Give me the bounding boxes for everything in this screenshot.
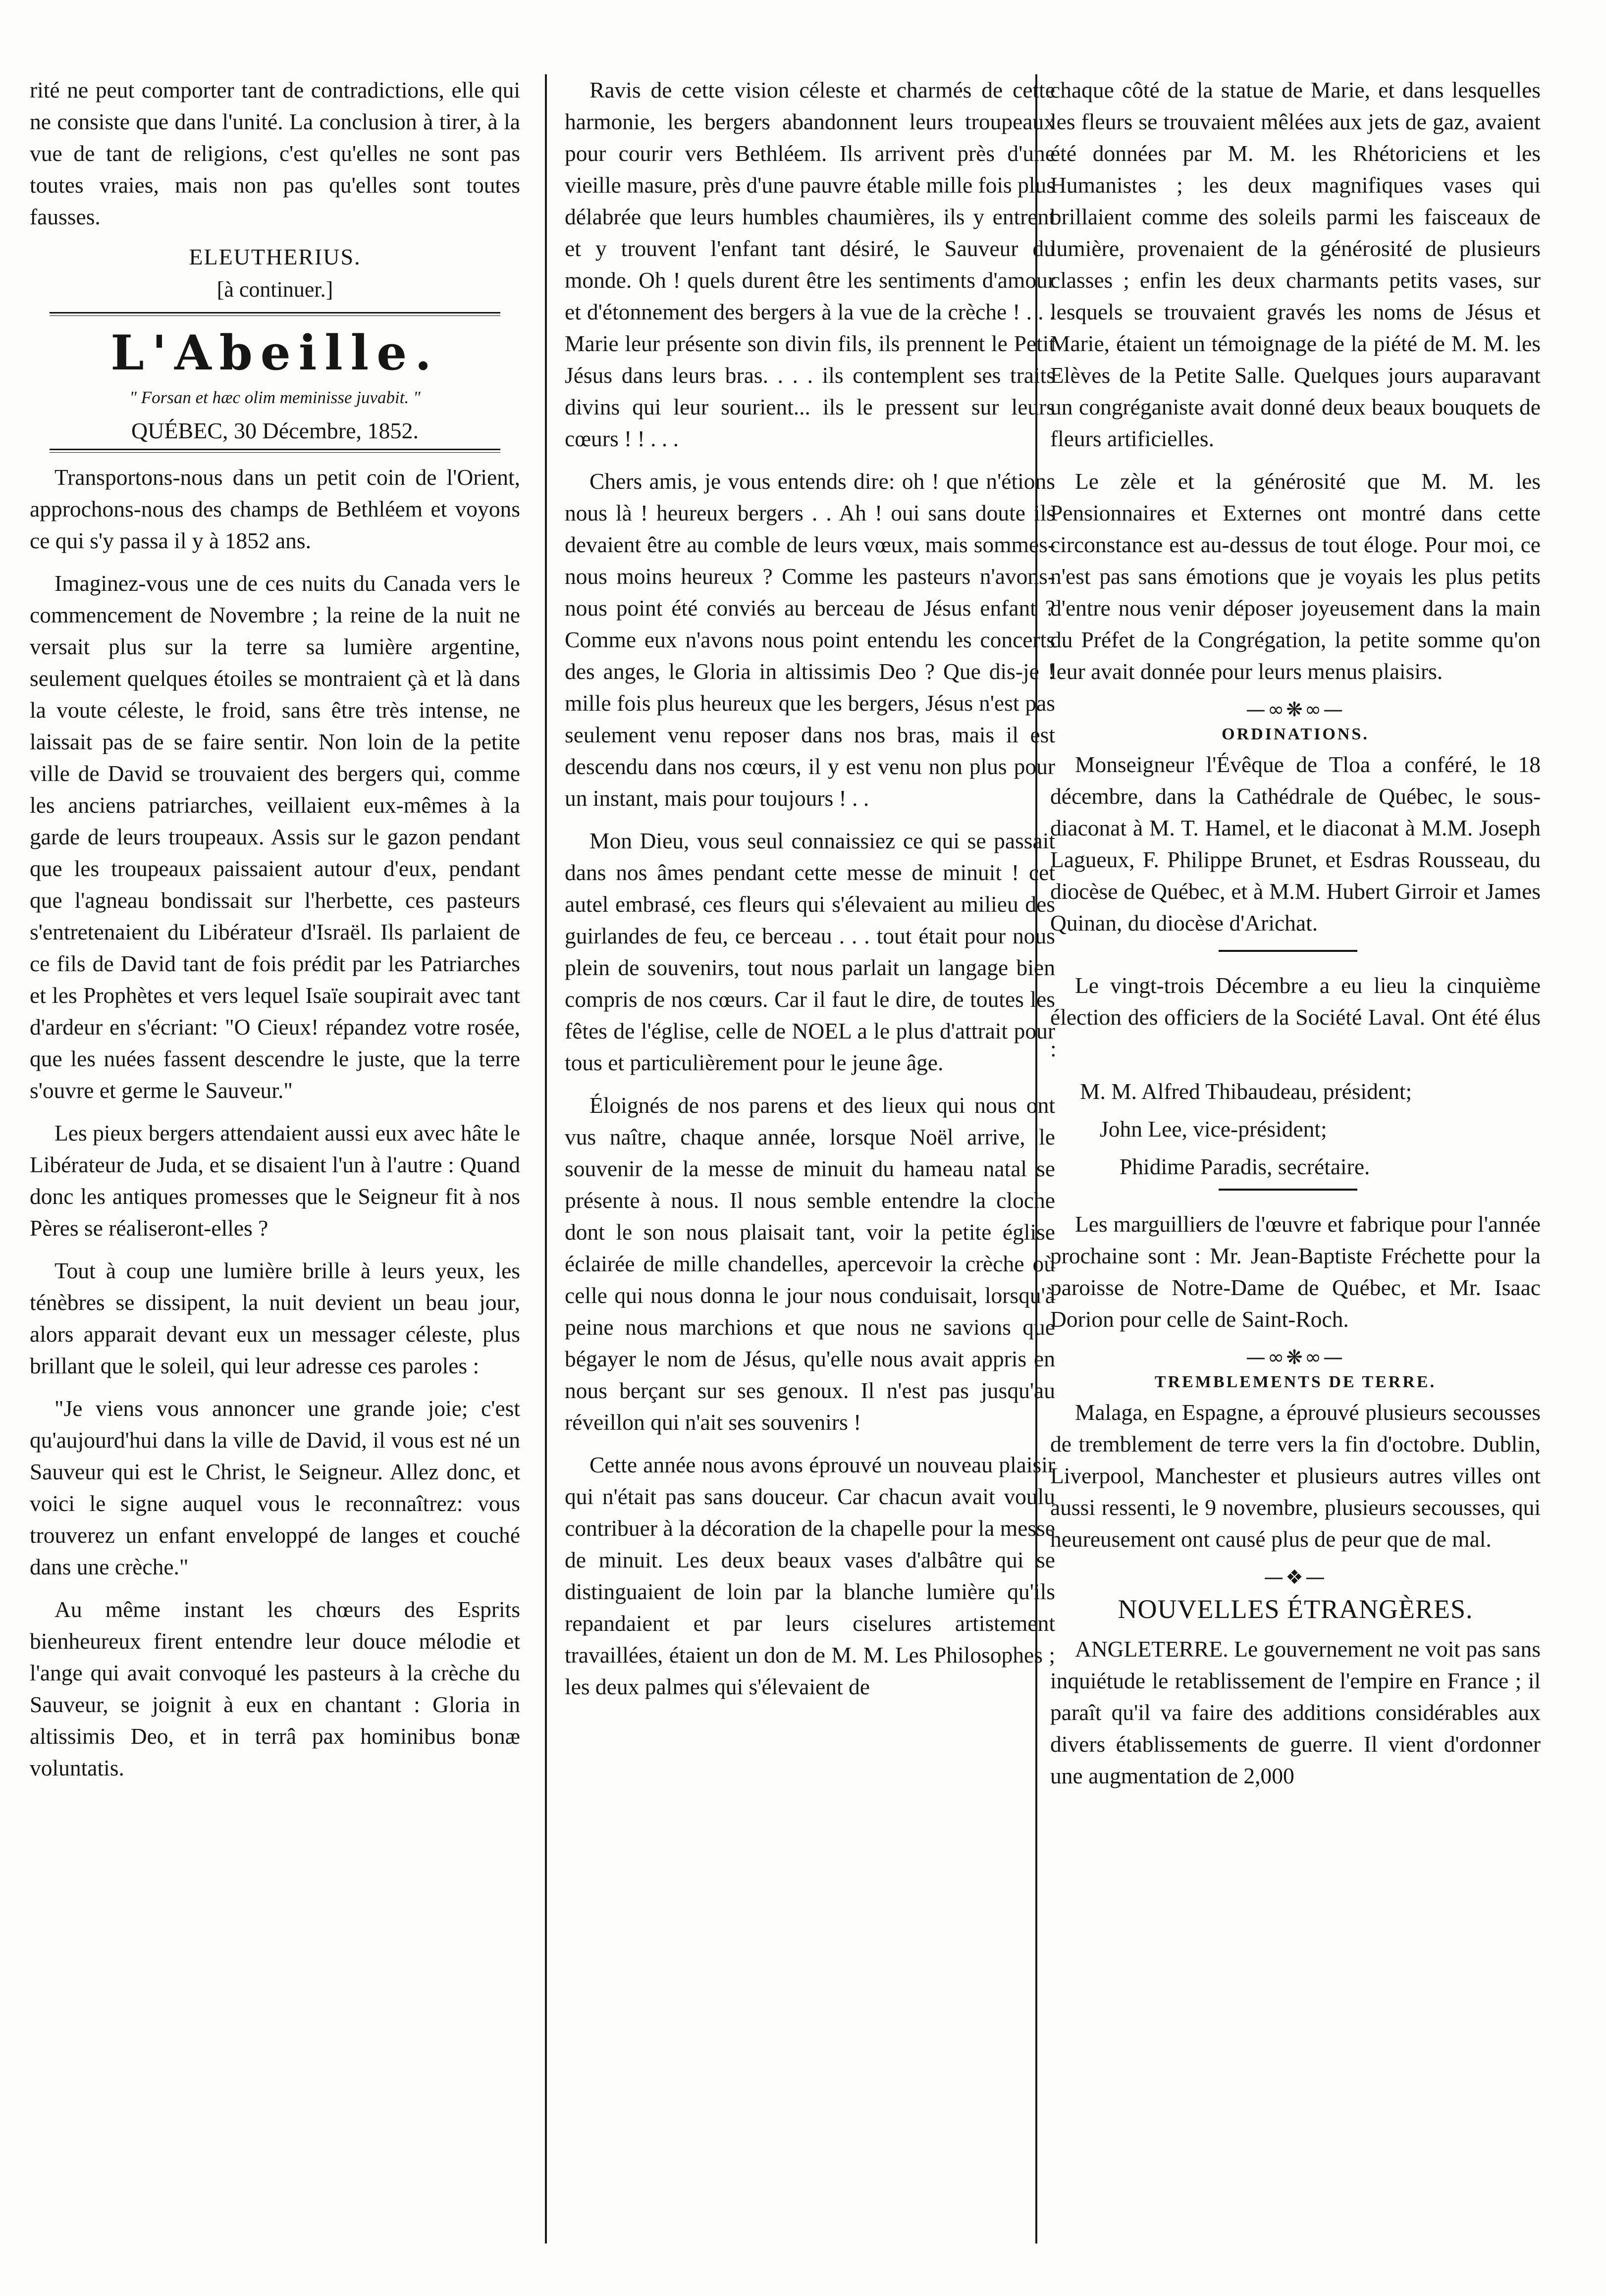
paragraph: Monseigneur l'Évêque de Tloa a conféré, le 18 décembre, dans la Cathédrale de Québec, le sous-diaconat à M. T. Hamel, et le diaconat à M.M. Joseph Lagueux, F. Philippe Brunet, et Esdras Rousseau, du diocèse de Québec, et à M.M. Hubert Girroir et James Quinan, du diocèse d'Arichat.: [1050, 752, 1541, 936]
divider: [1219, 1189, 1357, 1194]
masthead-motto: " Forsan et hæc olim meminisse juvabit. ": [129, 388, 421, 407]
paragraph: Chers amis, je vous entends dire: oh ! que n'étions nous là ! heureux bergers . . Ah ! oui sans doute ils devaient être au comble de leurs vœux, mais sommes-nous moins heureux ? Comme les pasteurs n'avons-nous point été conviés au berceau de Jésus enfant ? Comme eux n'avons nous point entendu les concerts des anges, le Gloria in altissimis Deo ? Que dis-je ! mille fois plus heureux que les bergers, Jésus n'est pas seulement venu reposer dans nos bras, mais il est descendu dans nos cœurs, il y est venu non plus pour un instant, mais pour toujours ! . .: [565, 469, 1055, 811]
section-heading: NOUVELLES ÉTRANGÈRES.: [1118, 1594, 1473, 1624]
paragraph: Malaga, en Espagne, a éprouvé plusieurs secousses de tremblement de terre vers la fin d'octobre. Dublin, Liverpool, Manchester et plusieurs autres villes ont aussi ressenti, le 9 novembre, plusieurs secousses, qui heureusement ont causé plus de peur que de mal.: [1050, 1400, 1541, 1552]
ornament-divider: —∞❋∞—: [1245, 698, 1345, 721]
paragraph: Transportons-nous dans un petit coin de l'Orient, approchons-nous des champs de Bethléem et voyons ce qui s'y passa il y à 1852 ans.: [30, 465, 520, 553]
to-be-continued: [à continuer.]: [216, 277, 333, 302]
column-rule: [545, 74, 547, 2244]
paragraph: Les marguilliers de l'œuvre et fabrique pour l'année prochaine sont : Mr. Jean-Baptiste Fréchette pour la paroisse de Notre-Dame de Québec, et Mr. Isaac Dorion pour celle de Saint-Roch.: [1050, 1211, 1541, 1332]
column-3: [1050, 74, 1541, 2253]
divider: [1219, 950, 1357, 955]
ornament-divider: —∞❋∞—: [1245, 1346, 1345, 1369]
elected-officer: M. M. Alfred Thibaudeau, président;: [1080, 1079, 1412, 1104]
masthead-title: L'Abeille.: [110, 325, 439, 381]
paragraph: "Je viens vous annoncer une grande joie; c'est qu'aujourd'hui dans la ville de David, il vous est né un Sauveur qui est le Christ, le Seigneur. Allez donc, et voici le signe auquel vous le reconnaîtrez: vous trouverez un enfant enveloppé de langes et couché dans une crèche.": [30, 1396, 520, 1579]
paragraph: ANGLETERRE. Le gouvernement ne voit pas sans inquiétude le retablissement de l'empire en France ; il paraît qu'il va faire des additions considérables aux divers établissements de guerre. Il vient d'ordonner une augmentation de 2,000: [1050, 1636, 1541, 1788]
paragraph: Mon Dieu, vous seul connaissiez ce qui se passait dans nos âmes pendant cette messe de minuit ! cet autel embrasé, ces fleurs qui s'élevaient au milieu des guirlandes de feu, ce berceau . . . tout était pour nous plein de souvenirs, tout nous parlait un langage bien compris de nos cœurs. Car il faut le dire, de toutes les fêtes de l'église, celle de NOEL a le plus d'attrait pour tous et particulièrement pour le jeune âge.: [565, 828, 1055, 1075]
divider: [50, 312, 500, 316]
paragraph: Le zèle et la générosité que M. M. les Pensionnaires et Externes ont montré dans cette circonstance est au-dessus de tout éloge. Pour moi, ce n'est pas sans émotions que je voyais les plus petits d'entre nous venir déposer joyeusement dans la main du Préfet de la Congrégation, la petite somme qu'on leur avait donnée pour leurs menus plaisirs.: [1050, 469, 1541, 684]
paragraph: Le vingt-trois Décembre a eu lieu la cinquième élection des officiers de la Société Laval. Ont été élus :: [1050, 973, 1541, 1061]
paragraph: Au même instant les chœurs des Esprits bienheureux firent entendre leur douce mélodie et l'ange qui avait convoqué les pasteurs à la crèche du Sauveur, se joignit à eux en chantant : Gloria in altissimis Deo, et in terrâ pax hominibus bonæ voluntatis.: [30, 1597, 520, 1780]
section-heading: ORDINATIONS.: [1222, 725, 1369, 743]
elected-officer: Phidime Paradis, secrétaire.: [1120, 1154, 1370, 1179]
paragraph: Ravis de cette vision céleste et charmés de cette harmonie, les bergers abandonnent leurs troupeaux pour courir vers Bethléem. Ils arrivent près d'une vieille masure, près d'une pauvre étable mille fois plus délabrée que leurs humbles chaumières, ils y entrent et y trouvent l'enfant tant désiré, le Sauveur du monde. Oh ! quels durent être les sentiments d'amour et d'étonnement des bergers à la vue de la crèche ! . . . Marie leur présente son divin fils, ils prennent le Petit Jésus dans leurs bras. . . . ils contemplent ses traits divins qui leur sourient... ils le pressent sur leurs cœurs ! ! . . .: [565, 77, 1055, 451]
paragraph: chaque côté de la statue de Marie, et dans lesquelles les fleurs se trouvaient mêlées aux jets de gaz, avaient été données par M. M. les Rhétoriciens et les Humanistes ; les deux magnifiques vases qui brillaient comme des soleils parmi les faisceaux de lumière, provenaient de la générosité de plusieurs classes ; enfin les deux charmants petits vases, sur lesquels se trouvaient gravés les noms de Jésus et Marie, étaient un témoignage de la piété de M. M. les Elèves de la Petite Salle. Quelques jours auparavant un congréganiste avait donné deux beaux bouquets de fleurs artificielles.: [1050, 77, 1541, 451]
paragraph: Tout à coup une lumière brille à leurs yeux, les ténèbres se dissipent, la nuit devient un beau jour, alors apparait devant eux un messager céleste, plus brillant que le soleil, qui leur adresse ces paroles :: [30, 1258, 520, 1378]
paragraph: Éloignés de nos parens et des lieux qui nous ont vus naître, chaque année, lorsque Noël arrive, le souvenir de la messe de minuit du hameau natal se présente à nous. Il nous semble entendre la cloche dont le son nous plaisait tant, voir la petite église éclairée de mille chandelles, apercevoir la crèche où celle qui nous donna le jour nous conduisait, lorsqu'à peine nous marchions et que nous ne savions que bégayer le nom de Jésus, qu'elle nous avait appris en nous berçant sur ses genoux. Il n'est pas jusqu'au réveillon qui n'ait ses souvenirs !: [565, 1093, 1055, 1435]
column-1: [30, 74, 520, 2253]
section-heading: TREMBLEMENTS DE TERRE.: [1154, 1373, 1437, 1391]
paragraph: rité ne peut comporter tant de contradictions, elle qui ne consiste que dans l'unité. La conclusion à tirer, à la vue de tant de religions, c'est qu'elles ne sont pas toutes vraies, mais non pas qu'elles sont toutes fausses.: [30, 77, 520, 229]
column-2: [565, 74, 1055, 2253]
dateline: QUÉBEC, 30 Décembre, 1852.: [131, 418, 419, 443]
elected-officer: John Lee, vice-président;: [1100, 1116, 1327, 1142]
paragraph: Les pieux bergers attendaient aussi eux avec hâte le Libérateur de Juda, et se disaient l'un à l'autre : Quand donc les antiques promesses que le Seigneur fit à nos Pères se réaliseront-elles ?: [30, 1120, 520, 1241]
paragraph: Cette année nous avons éprouvé un nouveau plaisir qui n'était pas sans douceur. Car chacun avait voulu contribuer à la décoration de la chapelle pour la messe de minuit. Les deux beaux vases d'albâtre qui se distinguaient de loin par la blanche lumière qu'ils repandaient et par leurs ciselures artistement travaillées, étaient un don de M. M. Les Philosophes ; les deux palmes qui s'élevaient de: [565, 1452, 1055, 1699]
signature: ELEUTHERIUS.: [189, 244, 361, 269]
ornament-divider: —❖—: [1264, 1566, 1327, 1589]
divider: [50, 449, 500, 453]
paragraph: Imaginez-vous une de ces nuits du Canada vers le commencement de Novembre ; la reine de la nuit ne versait plus sur la terre sa lumière argentine, seulement quelques étoiles se montraient çà et là dans la voute céleste, le froid, sans être très intense, ne laissait pas de se faire sentir. Non loin de la petite ville de David se trouvaient des bergers qui, comme les anciens patriarches, veillaient eux-mêmes à la garde de leurs troupeaux. Assis sur le gazon pendant que les troupeaux paissaient autour d'eux, pendant que l'agneau bondissait sur l'herbette, ces pasteurs s'entretenaient du Libérateur d'Israël. Ils parlaient de ce fils de David tant de fois prédit par les Patriarches et les Prophètes et vers lequel Isaïe soupirait avec tant d'ardeur en s'écriant: "O Cieux! répandez votre rosée, que les nuées fassent descendre le juste, que la terre s'ouvre et germe le Sauveur.": [30, 571, 520, 1103]
